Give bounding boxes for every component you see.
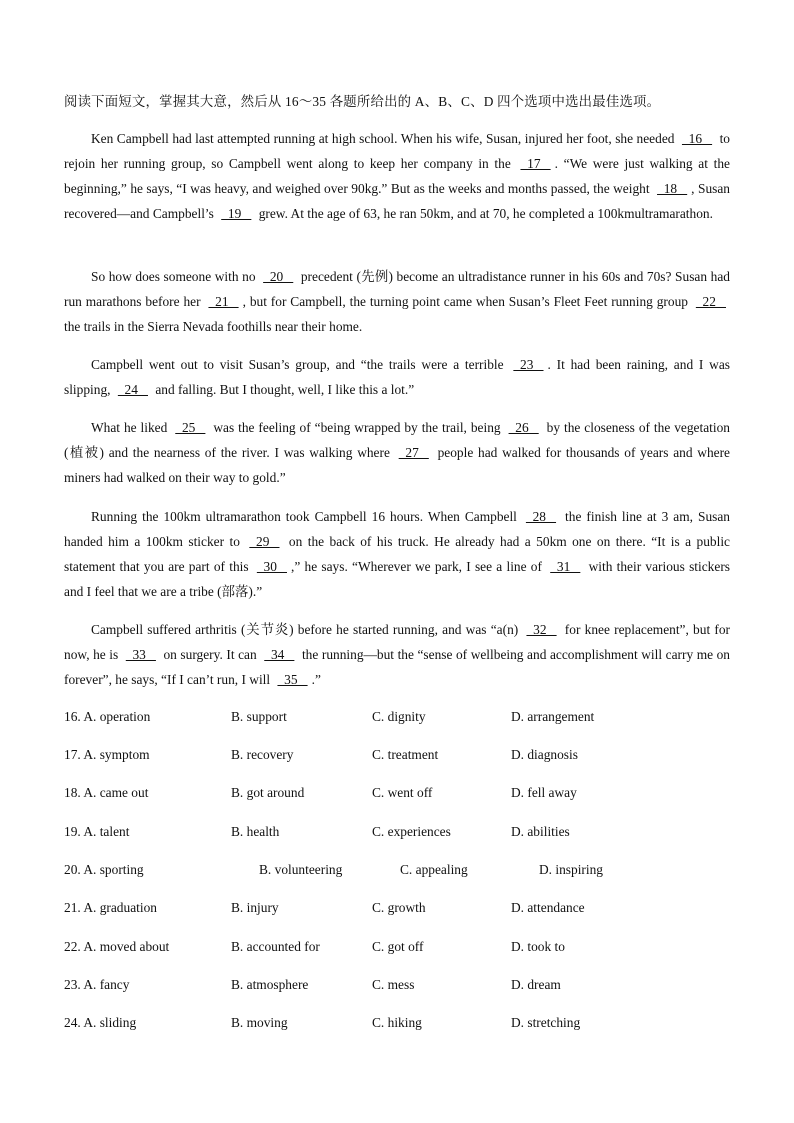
passage-text: with their various stickers and I feel that we are a tribe (部落).”	[64, 559, 730, 599]
answer-blank: 27	[398, 445, 429, 460]
option-c: C. went off	[372, 785, 433, 800]
passage-text: Campbell went out to visit Susan’s group, and “the trails were a terrible	[91, 357, 510, 372]
answer-blank: 28	[525, 509, 557, 524]
passage-text: , but for Campbell, the turning point came when Susan’s Fleet Feet running group	[242, 294, 692, 309]
passage-text: Campbell suffered arthritis (关节炎) before he started running, and was “a(n)	[91, 622, 523, 637]
passage-text: by the closeness of the vegetation (植被) and the nearness of the river. I was walking where	[64, 420, 730, 460]
option-a: 19. A. talent	[64, 824, 130, 839]
answer-blank: 33	[125, 647, 156, 662]
answer-blank: 31	[550, 559, 581, 574]
option-d: D. dream	[511, 977, 561, 992]
answer-blank: 17	[520, 156, 551, 171]
passage-paragraph-3	[64, 352, 730, 402]
passage-paragraph-4	[64, 415, 730, 490]
option-d: D. fell away	[511, 785, 577, 800]
answer-blank: 26	[508, 420, 539, 435]
answer-blank: 30	[256, 559, 287, 574]
passage-text: for knee replacement”, but for now, he is	[64, 622, 730, 662]
answer-blank: 16	[681, 131, 713, 146]
option-a: 20. A. sporting	[64, 862, 144, 877]
option-b: B. support	[231, 709, 287, 724]
passage-text: on surgery. It can	[159, 647, 261, 662]
option-c: C. dignity	[372, 709, 426, 724]
option-c: C. mess	[372, 977, 415, 992]
option-a: 18. A. came out	[64, 785, 149, 800]
answer-blank: 24	[117, 382, 148, 397]
option-a: 24. A. sliding	[64, 1015, 137, 1030]
option-d: D. inspiring	[539, 862, 603, 877]
passage-text: What he liked	[91, 420, 172, 435]
passage-text: the trails in the Sierra Nevada foothills near their home.	[64, 319, 363, 334]
option-a: 16. A. operation	[64, 709, 151, 724]
option-d: D. took to	[511, 939, 565, 954]
passage-text: to rejoin her running group, so Campbell went along to keep her company in the	[64, 131, 731, 171]
option-b: B. health	[231, 824, 280, 839]
passage-text: people had walked for thousands of years and where miners had walked on their way to gold.”	[64, 445, 731, 485]
option-a: 22. A. moved about	[64, 939, 170, 954]
answer-blank: 19	[221, 206, 252, 221]
option-a: 21. A. graduation	[64, 900, 157, 915]
answer-blank: 22	[695, 294, 726, 309]
answer-blank: 23	[513, 357, 544, 372]
option-b: B. atmosphere	[231, 977, 309, 992]
option-c: C. hiking	[372, 1015, 422, 1030]
passage-paragraph-1	[64, 126, 730, 226]
option-b: B. volunteering	[259, 862, 343, 877]
option-d: D. abilities	[511, 824, 570, 839]
instructions: 阅读下面短文，掌握其大意，然后从 16～35 各题所给出的 A、B、C、D 四个选项中选出最佳选项。	[64, 94, 661, 109]
passage-text: ,” he says. “Wherever we park, I see a line of	[290, 559, 547, 574]
option-c: C. got off	[372, 939, 424, 954]
answer-blank: 20	[263, 269, 294, 284]
answer-blank: 25	[175, 420, 206, 435]
passage-paragraph-2	[64, 264, 730, 339]
option-b: B. accounted for	[231, 939, 320, 954]
option-d: D. diagnosis	[511, 747, 578, 762]
option-a: 23. A. fancy	[64, 977, 130, 992]
option-b: B. got around	[231, 785, 305, 800]
option-c: C. experiences	[372, 824, 451, 839]
option-d: D. attendance	[511, 900, 585, 915]
passage-text: on the back of his truck. He already had a 50km one on there. “It is a public statement that you are part of this	[64, 534, 730, 574]
passage-text: was the feeling of “being wrapped by the trail, being	[209, 420, 505, 435]
passage-text: .”	[311, 672, 321, 687]
passage-text: and falling. But I thought, well, I like this a lot.”	[152, 382, 415, 397]
answer-blank: 21	[208, 294, 239, 309]
answer-blank: 35	[277, 672, 308, 687]
option-a: 17. A. symptom	[64, 747, 150, 762]
option-d: D. arrangement	[511, 709, 595, 724]
passage-text: So how does someone with no	[91, 269, 260, 284]
passage-text: the finish line at 3 am, Susan handed him a 100km sticker to	[64, 509, 731, 549]
passage-text: , Susan recovered—and Campbell’s	[64, 181, 730, 221]
passage-paragraph-5	[64, 504, 730, 604]
passage-text: Ken Campbell had last attempted running at high school. When his wife, Susan, injured her foot, she needed	[91, 131, 678, 146]
passage-text: grew. At the age of 63, he ran 50km, and at 70, he completed a 100kmultramarathon.	[255, 206, 713, 221]
answer-blank: 18	[657, 181, 688, 196]
option-b: B. moving	[231, 1015, 288, 1030]
passage-text: the running—but the “sense of wellbeing and accomplishment will carry me on forever”, he says, “If I can’t run, I will	[64, 647, 730, 687]
option-c: C. treatment	[372, 747, 439, 762]
passage-text: . “We were just walking at the beginning,” he says, “I was heavy, and weighed over 90kg.” But as the weeks and months passed, the weight	[64, 156, 731, 196]
option-c: C. growth	[372, 900, 426, 915]
answer-blank: 34	[264, 647, 295, 662]
option-b: B. injury	[231, 900, 279, 915]
passage-text: . It had been raining, and I was slipping,	[64, 357, 730, 397]
passage-text: Running the 100km ultramarathon took Campbell 16 hours. When Campbell	[91, 509, 522, 524]
passage-text: precedent (先例) become an ultradistance runner in his 60s and 70s? Susan had run marathons before her	[64, 269, 730, 309]
answer-blank: 32	[526, 622, 557, 637]
passage-paragraph-6	[64, 617, 730, 692]
answer-blank: 29	[249, 534, 280, 549]
option-b: B. recovery	[231, 747, 294, 762]
option-d: D. stretching	[511, 1015, 581, 1030]
option-c: C. appealing	[400, 862, 468, 877]
